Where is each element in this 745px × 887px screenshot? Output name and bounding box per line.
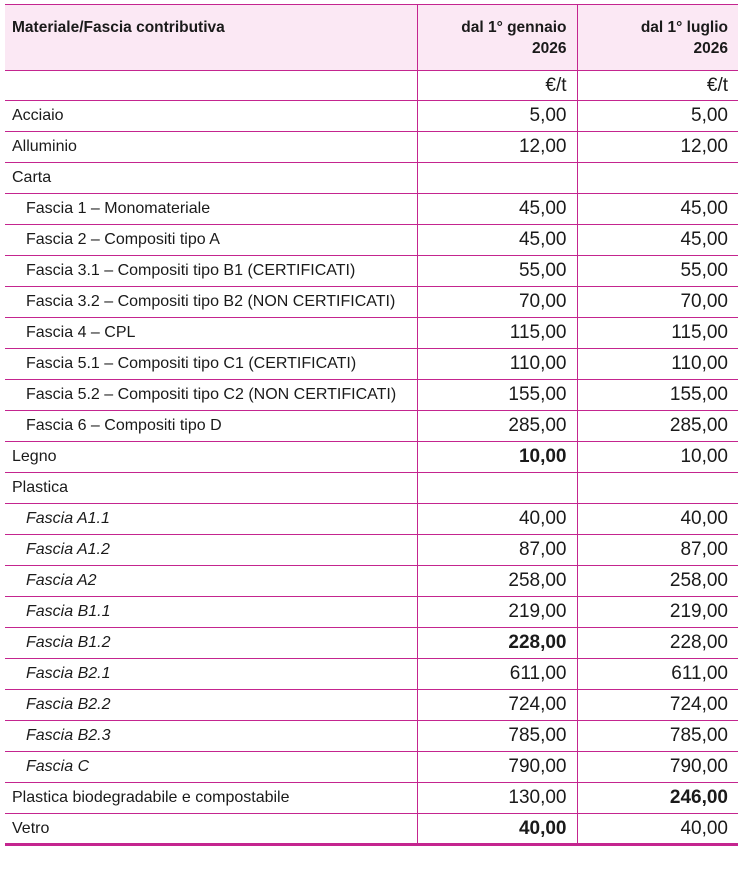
row-value-jan xyxy=(417,473,577,504)
row-value-jul xyxy=(577,473,738,504)
row-label: Fascia 3.1 – Compositi tipo B1 (CERTIFICATI) xyxy=(5,256,417,287)
row-label: Fascia B1.2 xyxy=(5,628,417,659)
row-value-jan: 40,00 xyxy=(417,814,577,845)
row-value-jul: 155,00 xyxy=(577,380,738,411)
header-row xyxy=(5,5,738,71)
row-value-jan: 790,00 xyxy=(417,752,577,783)
table-row xyxy=(5,690,738,721)
row-value-jan: 155,00 xyxy=(417,380,577,411)
row-label: Fascia B1.1 xyxy=(5,597,417,628)
row-label: Fascia 5.2 – Compositi tipo C2 (NON CERTIFICATI) xyxy=(5,380,417,411)
table-row-group-carta xyxy=(5,163,738,194)
table-row xyxy=(5,597,738,628)
row-value-jan: 611,00 xyxy=(417,659,577,690)
row-value-jul: 110,00 xyxy=(577,349,738,380)
row-value-jul: 228,00 xyxy=(577,628,738,659)
row-label: Fascia 6 – Compositi tipo D xyxy=(5,411,417,442)
header-january-line2: 2026 xyxy=(532,40,567,57)
row-label: Fascia 3.2 – Compositi tipo B2 (NON CERTIFICATI) xyxy=(5,287,417,318)
row-label: Fascia 5.1 – Compositi tipo C1 (CERTIFICATI) xyxy=(5,349,417,380)
table-row xyxy=(5,256,738,287)
table-row xyxy=(5,101,738,132)
header-january-2026 xyxy=(417,5,577,71)
row-value-jul: 790,00 xyxy=(577,752,738,783)
table-row xyxy=(5,783,738,814)
table-row xyxy=(5,411,738,442)
table-row xyxy=(5,287,738,318)
row-label: Fascia A2 xyxy=(5,566,417,597)
table-row xyxy=(5,752,738,783)
header-july-2026 xyxy=(577,5,738,71)
table-row xyxy=(5,504,738,535)
row-value-jul: 219,00 xyxy=(577,597,738,628)
row-value-jul: 10,00 xyxy=(577,442,738,473)
row-value-jul: 724,00 xyxy=(577,690,738,721)
row-value-jan: 724,00 xyxy=(417,690,577,721)
row-value-jan: 10,00 xyxy=(417,442,577,473)
row-value-jan: 87,00 xyxy=(417,535,577,566)
table-row xyxy=(5,349,738,380)
row-value-jan xyxy=(417,163,577,194)
row-label: Vetro xyxy=(5,814,417,845)
row-value-jul: 40,00 xyxy=(577,814,738,845)
unit-row xyxy=(5,71,738,101)
row-value-jul: 87,00 xyxy=(577,535,738,566)
row-value-jan: 45,00 xyxy=(417,194,577,225)
row-value-jul: 285,00 xyxy=(577,411,738,442)
row-value-jan: 219,00 xyxy=(417,597,577,628)
row-value-jan: 45,00 xyxy=(417,225,577,256)
unit-col2: €/t xyxy=(577,71,738,101)
row-value-jan: 5,00 xyxy=(417,101,577,132)
row-value-jul: 12,00 xyxy=(577,132,738,163)
row-value-jul: 70,00 xyxy=(577,287,738,318)
row-value-jan: 70,00 xyxy=(417,287,577,318)
row-label: Fascia 4 – CPL xyxy=(5,318,417,349)
table-row xyxy=(5,380,738,411)
header-july-line2: 2026 xyxy=(693,40,728,57)
row-value-jan: 115,00 xyxy=(417,318,577,349)
table-row xyxy=(5,659,738,690)
row-value-jul: 611,00 xyxy=(577,659,738,690)
row-value-jul: 40,00 xyxy=(577,504,738,535)
row-value-jan: 130,00 xyxy=(417,783,577,814)
table-row xyxy=(5,628,738,659)
row-label: Carta xyxy=(5,163,417,194)
row-label: Fascia B2.1 xyxy=(5,659,417,690)
row-value-jan: 228,00 xyxy=(417,628,577,659)
table-row xyxy=(5,318,738,349)
row-value-jul: 5,00 xyxy=(577,101,738,132)
row-label: Fascia 1 – Monomateriale xyxy=(5,194,417,225)
table-row xyxy=(5,194,738,225)
table-row-group-plastica xyxy=(5,473,738,504)
row-value-jul: 45,00 xyxy=(577,194,738,225)
row-label: Fascia A1.1 xyxy=(5,504,417,535)
row-label: Acciaio xyxy=(5,101,417,132)
table-row xyxy=(5,566,738,597)
row-value-jul: 115,00 xyxy=(577,318,738,349)
row-value-jul: 45,00 xyxy=(577,225,738,256)
row-value-jan: 285,00 xyxy=(417,411,577,442)
contribution-table xyxy=(5,4,738,846)
row-value-jul: 246,00 xyxy=(577,783,738,814)
row-label: Fascia A1.2 xyxy=(5,535,417,566)
table-row xyxy=(5,442,738,473)
unit-empty-cell xyxy=(5,71,417,101)
row-value-jan: 40,00 xyxy=(417,504,577,535)
row-value-jul: 258,00 xyxy=(577,566,738,597)
table-row xyxy=(5,225,738,256)
row-value-jan: 785,00 xyxy=(417,721,577,752)
table-row xyxy=(5,814,738,845)
table-row xyxy=(5,132,738,163)
header-july-line1: dal 1° luglio xyxy=(640,19,728,36)
row-value-jul: 785,00 xyxy=(577,721,738,752)
row-label: Fascia C xyxy=(5,752,417,783)
table-row xyxy=(5,535,738,566)
row-label: Fascia B2.2 xyxy=(5,690,417,721)
unit-col1: €/t xyxy=(417,71,577,101)
row-label: Fascia 2 – Compositi tipo A xyxy=(5,225,417,256)
row-label: Legno xyxy=(5,442,417,473)
row-label: Fascia B2.3 xyxy=(5,721,417,752)
table-row xyxy=(5,721,738,752)
row-label: Plastica xyxy=(5,473,417,504)
row-label: Plastica biodegradabile e compostabile xyxy=(5,783,417,814)
row-value-jan: 258,00 xyxy=(417,566,577,597)
row-value-jul xyxy=(577,163,738,194)
row-value-jan: 55,00 xyxy=(417,256,577,287)
row-value-jul: 55,00 xyxy=(577,256,738,287)
header-material: Materiale/Fascia contributiva xyxy=(5,5,417,71)
row-value-jan: 110,00 xyxy=(417,349,577,380)
row-value-jan: 12,00 xyxy=(417,132,577,163)
header-january-line1: dal 1° gennaio xyxy=(461,19,567,36)
row-label: Alluminio xyxy=(5,132,417,163)
